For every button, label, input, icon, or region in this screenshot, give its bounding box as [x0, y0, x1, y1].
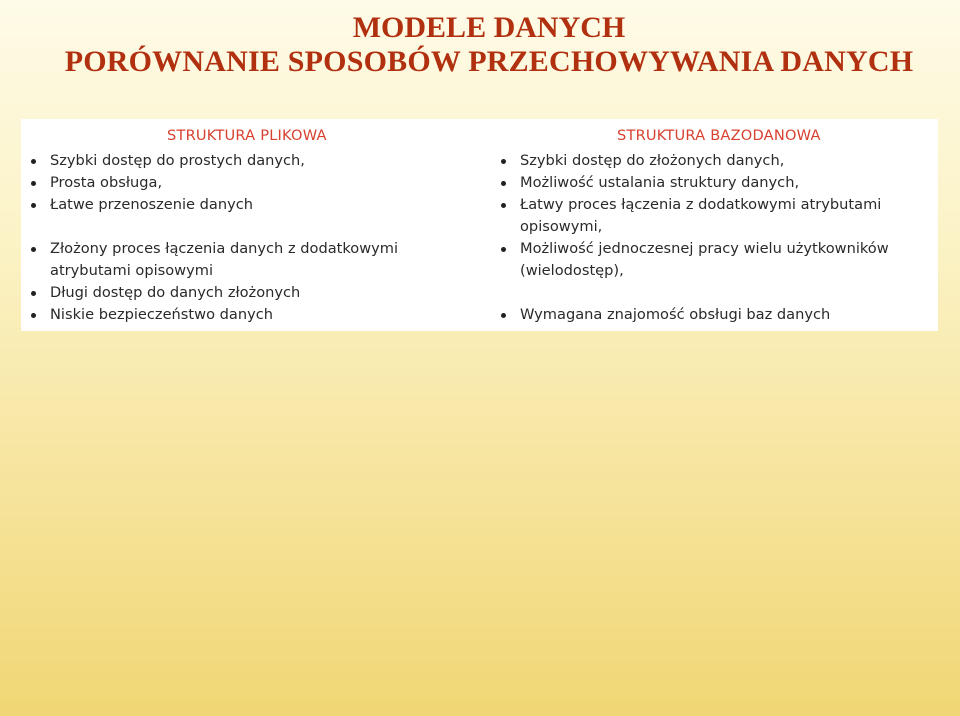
- list-item: Wymagana znajomość obsługi baz danych: [491, 304, 938, 326]
- list-item: Łatwy proces łączenia z dodatkowymi atrybutami opisowymi,: [491, 194, 920, 238]
- list-item: Niskie bezpieczeństwo danych: [21, 304, 491, 326]
- list-item: Łatwe przenoszenie danych: [21, 194, 491, 216]
- file-structure-list: [21, 150, 491, 326]
- bullet-icon: [31, 247, 36, 252]
- list-item: Możliwość ustalania struktury danych,: [491, 172, 938, 194]
- database-structure-list: [491, 150, 938, 326]
- bullet-icon: [31, 203, 36, 208]
- list-item: Możliwość jednoczesnej pracy wielu użytkowników (wielodostęp),: [491, 238, 940, 282]
- list-item: Prosta obsługa,: [21, 172, 491, 194]
- slide-title-block: [0, 12, 960, 77]
- bullet-icon: [31, 181, 36, 186]
- bullet-icon: [31, 291, 36, 296]
- list-item: Długi dostęp do danych złożonych: [21, 282, 491, 304]
- bullet-icon: [501, 159, 506, 164]
- file-structure-heading: STRUKTURA PLIKOWA: [167, 127, 327, 144]
- list-item: Szybki dostęp do złożonych danych,: [491, 150, 938, 172]
- bullet-icon: [31, 159, 36, 164]
- bullet-icon: [501, 247, 506, 252]
- database-structure-heading: STRUKTURA BAZODANOWA: [617, 127, 821, 144]
- list-item: Szybki dostęp do prostych danych,: [21, 150, 491, 172]
- list-item: Złożony proces łączenia danych z dodatkowymi atrybutami opisowymi: [21, 238, 455, 282]
- slide-subtitle: PORÓWNANIE SPOSOBÓW PRZECHOWYWANIA DANYCH: [64, 44, 914, 78]
- slide-title: MODELE DANYCH: [352, 11, 626, 44]
- bullet-icon: [501, 181, 506, 186]
- comparison-panel: [21, 119, 938, 331]
- bullet-icon: [501, 203, 506, 208]
- bullet-icon: [31, 313, 36, 318]
- bullet-icon: [501, 313, 506, 318]
